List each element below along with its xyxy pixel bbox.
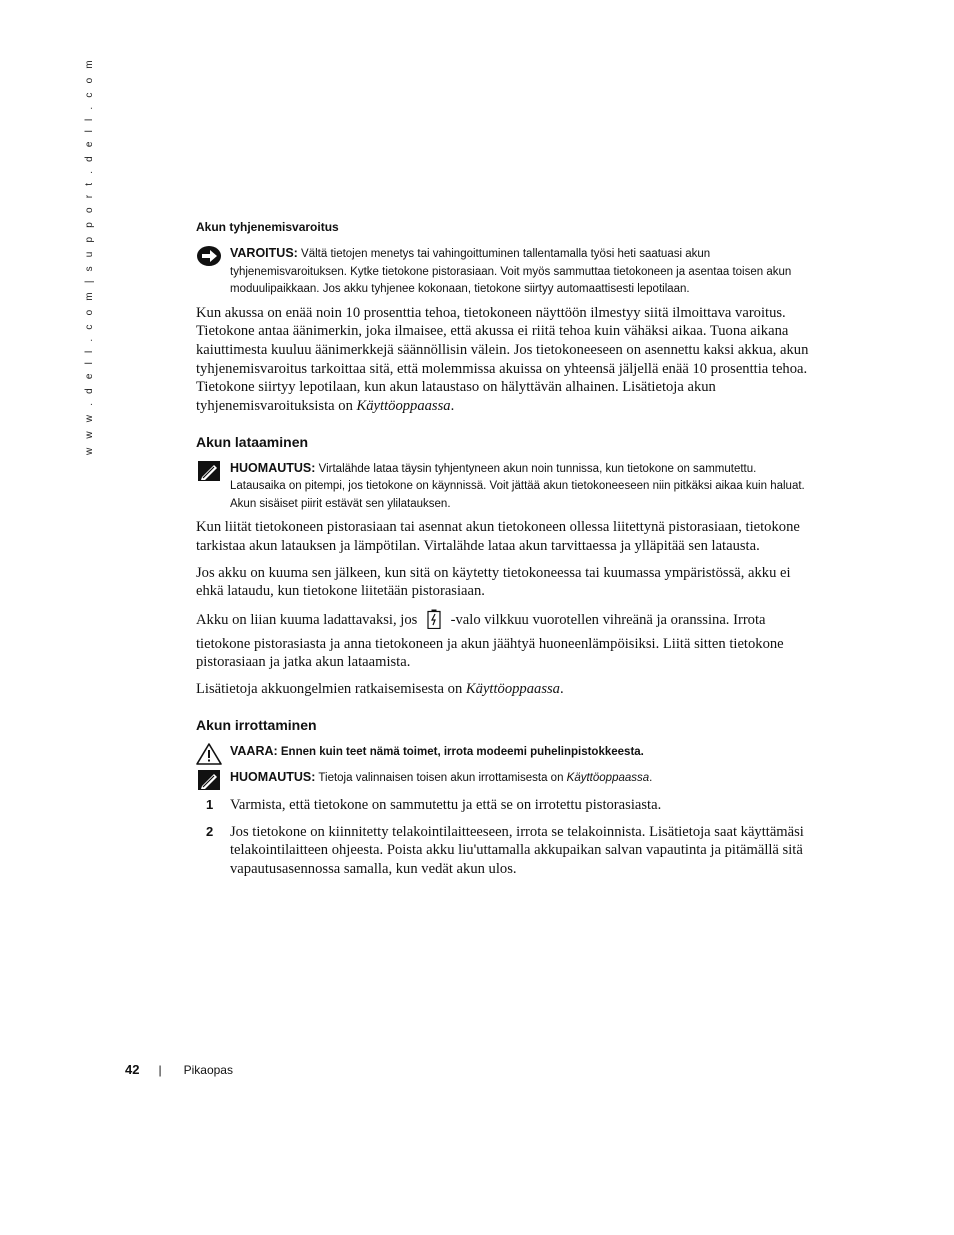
period: . — [649, 772, 653, 785]
paragraph-text: Kun akussa on enää noin 10 prosenttia tehoa, tietokoneen näyttöön ilmestyy siitä ilmoittava varoitus. Tietokone antaa äänimerkin, joka ilmaisee, että akussa ei riitä tehoa kuin vähäksi aikaa. Tuona aikana kaiuttimesta kuuluu äänimerkkejä säännöllisin välein. Jos tietokoneeseen on asennettu kaksi akkua, akun tyhjenemisvaroitus tarkoittaa sitä, että molemmissa akuissa on yhteensä jäljellä enää 10 prosenttia tehoa. Tietokone siirtyy lepotilaan, kun akun lataustaso on hälyttävän alhainen. Lisätietoja akun tyhjenemisvaroituksista on — [196, 304, 809, 415]
paragraph-battery-warning — [196, 304, 814, 416]
list-item — [196, 823, 814, 879]
paragraph-text: Akku on liian kuuma ladattavaksi, jos — [196, 612, 418, 629]
step-number: 2 — [206, 823, 214, 839]
caution-text: Ennen kuin teet nämä toimet, irrota modeemi puhelinpistokkeesta. — [280, 745, 644, 758]
caution-label: VAARA: — [230, 743, 278, 758]
pencil-note-icon — [196, 769, 222, 791]
paragraph-text: Lisätietoja akkuongelmien ratkaisemisesta on — [196, 681, 463, 698]
note-text: Tietoja valinnaisen toisen akun irrottamisesta on — [318, 772, 564, 785]
heading-removing: Akun irrottaminen — [196, 716, 317, 733]
caution-vaara — [196, 743, 814, 762]
note-label: HUOMAUTUS: — [230, 770, 316, 785]
heading-battery-warning: Akun tyhjenemisvaroitus — [196, 220, 339, 234]
note-text: Virtalähde lataa täysin tyhjentyneen akun noin tunnissa, kun tietokone on sammutettu. Latausaika on pitempi, jos tietokone on käynnissä. Voit jättää akun tietokoneeseen niin pitkäksi aikaa kuin haluat. Akun sisäiset piirit estävät sen ylilatauksen. — [230, 462, 805, 510]
page-content — [196, 220, 814, 887]
paragraph-charging-1: Kun liität tietokoneen pistorasiaan tai asennat akun tietokoneen ollessa liitettynä pistorasiaan, tietokone tarkistaa akun latauksen ja lämpötilan. Virtalähde lataa akun tarvittaessa ja ylläpitää sen latausta. — [196, 519, 800, 554]
footer-separator: | — [158, 1063, 162, 1077]
note-label: HUOMAUTUS: — [230, 460, 316, 475]
paragraph-charging-4 — [196, 680, 814, 699]
page-footer — [125, 1062, 233, 1077]
paragraph-charging-2: Jos akku on kuuma sen jälkeen, kun sitä on käytetty tietokoneessa tai kuumassa ympäristössä, akku ei ehkä lataudu, kun tietokone liitetään pistorasiaan. — [196, 564, 791, 600]
footer-title: Pikaopas — [183, 1063, 233, 1077]
pencil-note-icon — [196, 460, 222, 482]
side-url: w w w . d e l l . c o m | s u p p o r t . d e l l . c o m — [84, 57, 95, 455]
notice-text: Vältä tietojen menetys tai vahingoittuminen tallentamalla työsi heti saatuasi akun tyhjenemisvaroituksen. Kytke tietokone pistorasiaan. Voit myös sammuttaa tietokoneen ja asentaa toisen akun moduulipaikkaan. Jos akku tyhjenee kokonaan, tietokone siirtyy automaattisesti lepotilaan. — [230, 248, 792, 295]
step-number: 1 — [206, 796, 214, 812]
period: . — [450, 398, 455, 415]
notice-label: VAROITUS: — [230, 246, 298, 260]
battery-icon — [427, 609, 441, 635]
manual-reference: Käyttöoppaassa — [566, 772, 650, 785]
warning-triangle-icon — [196, 743, 222, 765]
paragraph-text: -valo vilkkuu vuorotellen vihreänä ja oranssina. Irrota tietokone pistorasiasta ja anna tietokoneen ja akun jäähtyä huoneenlämpöisiksi. Liitä sitten tietokone pistorasiaan ja jatka akun lataamista. — [196, 612, 784, 671]
note-huomautus-charging — [196, 460, 814, 514]
period: . — [559, 681, 564, 698]
list-item — [196, 796, 814, 815]
manual-reference: Käyttöoppaassa — [465, 681, 560, 698]
notice-arrow-icon — [196, 245, 222, 267]
removal-steps — [196, 796, 814, 879]
step-text: Varmista, että tietokone on sammutettu ja että se on irrotettu pistorasiasta. — [230, 796, 662, 813]
heading-charging: Akun lataaminen — [196, 433, 309, 450]
step-text: Jos tietokone on kiinnitetty telakointilaitteeseen, irrota se telakoinnista. Lisätietoja saat käyttämäsi telakointilaitteen ohjeesta. Poista akku liu'uttamalla akkupaikan salvan vapautinta ja pitämällä sitä vapautusasennossa samalla, kun vedät akun ulos. — [230, 823, 804, 877]
manual-reference: Käyttöoppaassa — [356, 398, 451, 415]
paragraph-charging-3 — [196, 609, 814, 672]
page-number: 42 — [125, 1062, 140, 1077]
note-huomautus-removing — [196, 769, 814, 788]
notice-varoitus — [196, 245, 814, 299]
